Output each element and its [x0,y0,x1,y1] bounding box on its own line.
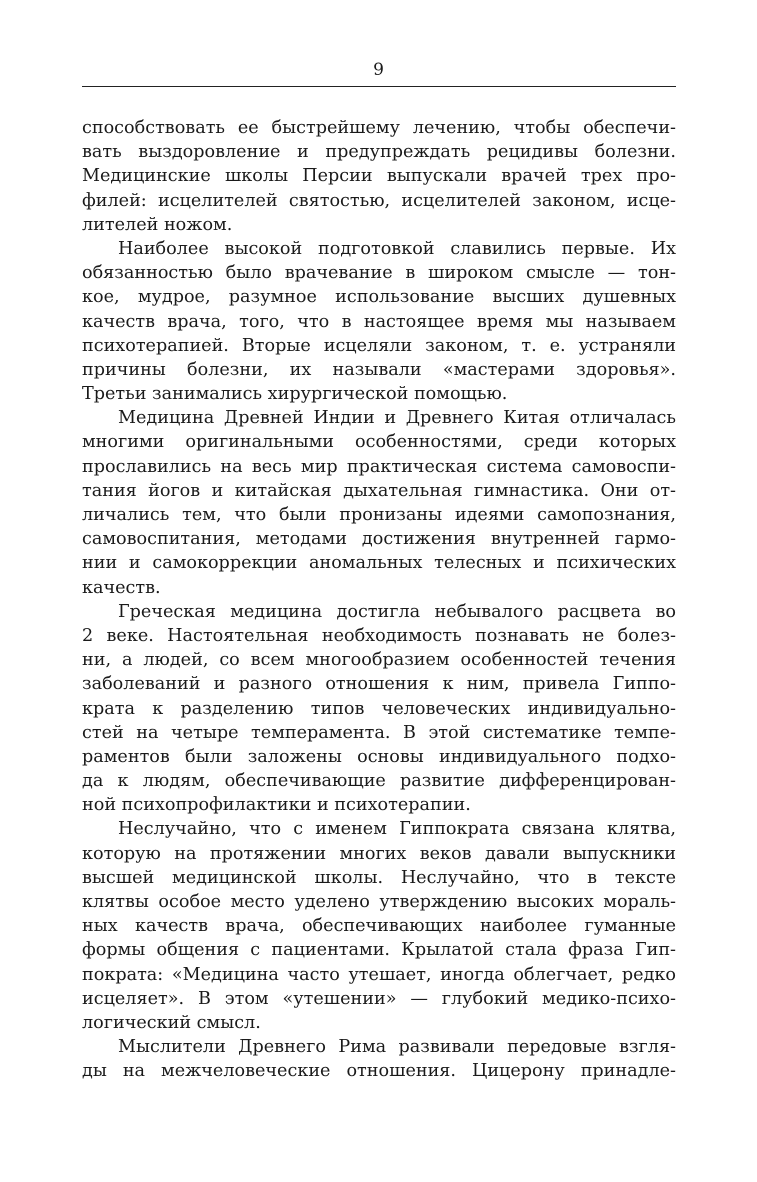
text-line: да к людям, обеспечивающие развитие дифференцирован- [82,771,676,792]
paragraph [82,1035,676,1083]
text-line: личались тем, что были пронизаны идеями самопознания, [82,505,676,525]
text-line: нии и самокоррекции аномальных телесных и психических [82,553,676,574]
text-line: качеств. [82,577,161,598]
text-line: прославились на весь мир практическая система самовоспи- [82,456,676,477]
text-line: ни, а людей, со всем многообразием особенностей течения [82,650,676,671]
text-line: лителей ножом. [82,214,233,235]
text-line: ды на межчеловеческие отношения. Цицерону принадле- [82,1061,676,1082]
text-line: логический смысл. [82,1012,261,1033]
text-line: ных качеств врача, обеспечивающих наиболее гуманные [82,916,676,937]
paragraph [82,116,676,237]
text-line: 2 веке. Настоятельная необходимость познавать не болез- [82,625,676,646]
text-body [82,116,676,1084]
paragraph [82,600,676,818]
text-line: высшей медицинской школы. Неслучайно, что в тексте [82,867,676,888]
text-line: раментов были заложены основы индивидуального подхо- [82,746,676,767]
text-line: Наиболее высокой подготовкой славились первые. Их [118,238,676,259]
paragraph [82,817,676,1035]
text-line: Неслучайно, что с именем Гиппократа связана клятва, [118,819,676,840]
text-line: которую на протяжении многих веков давали выпускники [82,843,676,864]
text-line: способствовать ее быстрейшему лечению, чтобы обеспечи- [82,118,676,138]
text-line: кое, мудрое, разумное использование высших душевных [82,287,676,308]
text-line: стей на четыре темперамента. В этой систематике темпе- [82,722,676,743]
text-line: формы общения с пациентами. Крылатой стала фраза Гип- [82,940,676,961]
text-line: тания йогов и китайская дыхательная гимнастика. Они от- [82,480,676,501]
text-line: крата к разделению типов человеческих индивидуально- [82,698,676,719]
text-line: многими оригинальными особенностями, среди которых [82,432,676,453]
text-line: причины болезни, их называли «мастерами здоровья». [82,359,676,380]
text-line: исцеляет». В этом «утешении» — глубокий медико-психо- [82,988,676,1009]
text-line: Медицина Древней Индии и Древнего Китая отличалась [118,408,676,429]
paragraph [82,237,676,406]
text-line: психотерапией. Вторые исцеляли законом, т. е. устраняли [82,335,676,356]
text-line: клятвы особое место уделено утверждению высоких мораль- [82,892,676,912]
text-line: самовоспитания, методами достижения внутренней гармо- [82,529,676,550]
text-line: Греческая медицина достигла небывалого расцвета во [118,601,676,622]
text-line: Мыслители Древнего Рима развивали передовые взгля- [118,1037,676,1058]
text-line: качеств врача, того, что в настоящее время мы называем [82,311,676,332]
text-line: Третьи занимались хирургической помощью. [82,384,508,405]
header-rule [82,86,676,87]
text-line: вать выздоровление и предупреждать рецидивы болезни. [82,142,676,163]
text-line: заболеваний и разного отношения к ним, привела Гиппо- [82,674,676,695]
text-line: ной психопрофилактики и психотерапии. [82,795,471,816]
paragraph [82,406,676,600]
text-line: Медицинские школы Персии выпускали врачей трех про- [82,166,676,187]
text-line: филей: исцелителей святостью, исцелителей законом, исце- [82,190,676,211]
text-line: обязанностью было врачевание в широком смысле — тон- [82,263,676,284]
text-line: пократа: «Медицина часто утешает, иногда облегчает, редко [82,964,676,985]
page-number: 9 [373,60,384,80]
